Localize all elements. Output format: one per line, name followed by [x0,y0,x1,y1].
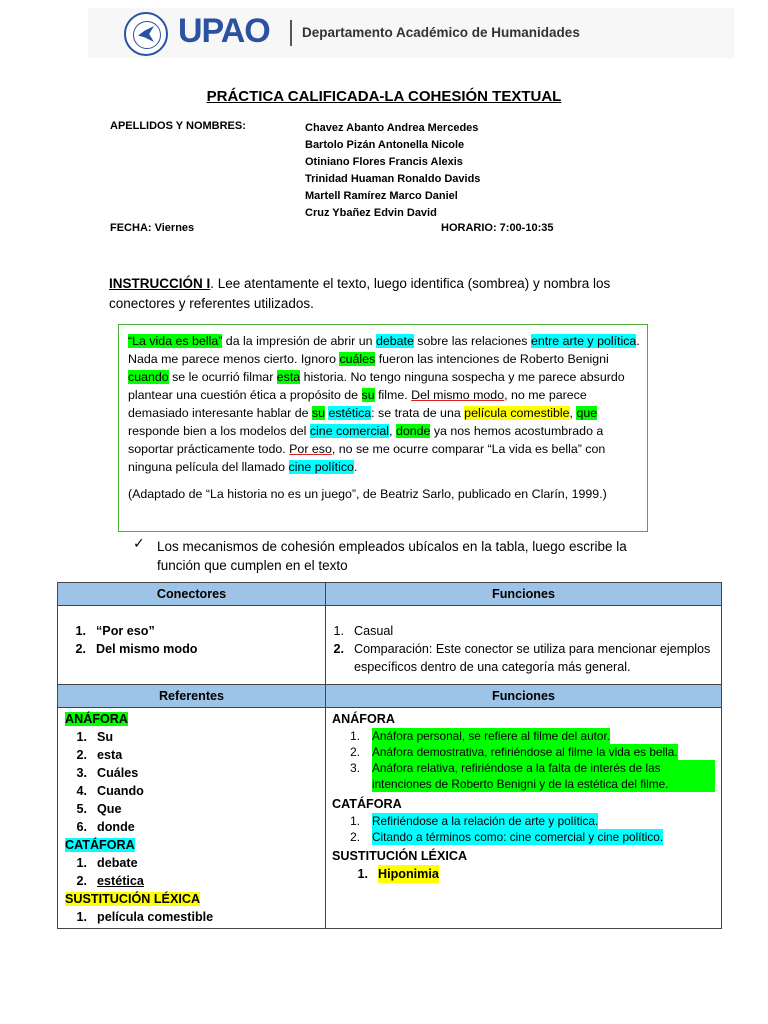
names-label: APELLIDOS Y NOMBRES: [110,120,246,132]
highlighted-term: que [576,406,598,420]
passage-segment: responde bien a los modelos del [128,424,310,438]
highlighted-term: esta [276,370,301,384]
highlighted-term: cine político [288,460,354,474]
university-logo: UPAO [178,12,270,50]
page-title: PRÁCTICA CALIFICADA-LA COHESIÓN TEXTUAL [206,88,562,105]
referente-funciones-cell: ANÁFORA 1. Anáfora personal, se refiere al filme del autor. 2. Anáfora demostrativa, refiriéndose al filme la vida es bella. 3. Anáfora relativa, refiriéndose a la falta de interés de las intenciones de Roberto Benigni y de la estética del filme. CATÁFORA 1. Refiriéndose a la relación de arte y política. 2. Citando a términos como: cine comercial y cine político. SUSTITUCIÓN LÉXICA 1. Hiponimia [326,708,722,929]
highlighted-term: su [361,388,375,402]
check-instruction: Los mecanismos de cohesión empleados ubícalos en la tabla, luego escribe la función que cumplen en el texto [157,539,627,573]
list-item: 1. Casual [333,624,394,638]
header-referentes: Referentes [58,685,326,708]
highlighted-term: su [311,406,326,420]
catafora-label: CATÁFORA [65,838,135,852]
passage-segment: ya nos hemos acostumbrado a soportar prácticamente todo. [128,424,604,456]
header-funciones-2: Funciones [326,685,722,708]
header-conectores: Conectores [58,583,326,606]
student-name: Trinidad Huaman Ronaldo Davids [305,173,481,185]
passage-segment: , no se me ocurre comparar “La vida es bella” con ninguna película del llamado [128,442,606,474]
passage-segment: . Nada me parece menos cierto. Ignoro [128,334,640,366]
list-item: 2. Comparación: Este conector se utiliza para mencionar ejemplos específicos dentro de una categoría más general. [333,642,711,674]
passage-segment: . [353,460,358,474]
instruction-paragraph [109,274,669,314]
highlighted-term: cuando [128,370,169,384]
passage-text [128,332,640,476]
passage-segment: da la impresión de abrir un [222,334,376,348]
passage-source: (Adaptado de “La historia no es un juego”, de Beatriz Sarlo, publicado en Clarín, 1999.) [128,487,607,501]
list-item: 1. “Por eso” [75,624,155,638]
passage-segment: sobre las relaciones [413,334,531,348]
conectores-cell [58,606,326,685]
highlighted-term: Por eso [289,442,332,456]
passage-segment: filme. [374,388,412,402]
student-name: Chavez Abanto Andrea Mercedes [305,122,479,134]
highlighted-term: Del mismo modo [411,388,505,402]
student-name: Bartolo Pizán Antonella Nicole [305,139,465,151]
department-name: Departamento Académico de Humanidades [302,25,580,40]
logo-divider [290,20,292,46]
schedule-field: HORARIO: 7:00-10:35 [441,222,554,234]
highlighted-term: cine comercial [309,424,390,438]
date-field: FECHA: Viernes [110,222,195,234]
highlighted-term: donde [395,424,431,438]
passage-segment: se le ocurrió filmar [168,370,277,384]
passage-segment: fueron las intenciones de Roberto Benigni [375,352,609,366]
student-name: Otiniano Flores Francis Alexis [305,156,463,168]
passage-segment: , [569,406,577,420]
header-funciones: Funciones [326,583,722,606]
catafora-fn-label: CATÁFORA [332,797,402,811]
highlighted-term: “La vida es bella” [128,334,223,348]
sustitucion-label: SUSTITUCIÓN LÉXICA [65,892,201,906]
cohesion-table [57,582,722,929]
student-names [305,120,480,222]
student-name: Cruz Ybañez Edvin David [305,207,437,219]
anafora-label: ANÁFORA [65,712,128,726]
referentes-cell: ANÁFORA 1. Su 2. esta 3. Cuáles 4. Cuando 5. Que 6. donde CATÁFORA 1. debate 2. estética SUSTITUCIÓN LÉXICA 1. película comestible [58,708,326,929]
sustitucion-fn-label: SUSTITUCIÓN LÉXICA [332,849,468,863]
student-name: Martell Ramírez Marco Daniel [305,190,458,202]
passage-segment: historia. No tengo ninguna sospecha y me parece absurdo plantear una cuestión ética a propósito de [128,370,625,402]
highlighted-term: debate [375,334,414,348]
instruction-text: . Lee atentamente el texto, luego identifica (sombrea) y nombra los conectores y referentes utilizados. [109,276,611,311]
anafora-fn-label: ANÁFORA [332,712,395,726]
university-seal-icon [124,12,168,56]
highlighted-term: cuáles [339,352,376,366]
passage-segment: : se trata de una [371,406,465,420]
conector-funciones-cell [326,606,722,685]
passage-segment: , no me parece demasiado interesante hablar de [128,388,587,420]
highlighted-term: estética [328,406,372,420]
instruction-label: INSTRUCCIÓN I [109,276,211,291]
highlighted-term: entre arte y política [530,334,637,348]
checkmark-icon: ✓ [133,535,145,551]
list-item: 2. Del mismo modo [75,642,198,656]
highlighted-term: película comestible [464,406,570,420]
passage-segment: , [389,424,396,438]
